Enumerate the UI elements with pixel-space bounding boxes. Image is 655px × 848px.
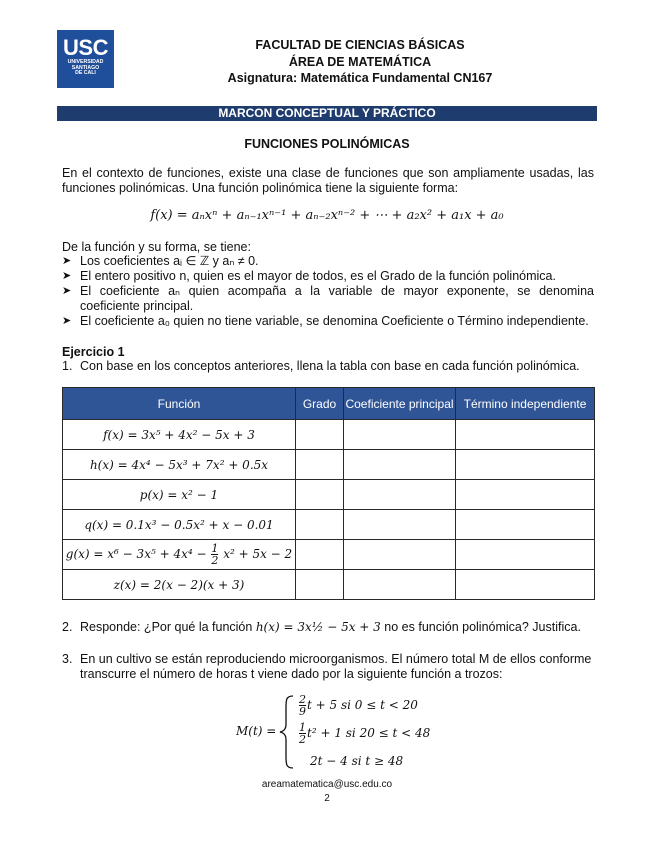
piece-expression: t² + 1 si 20 ≤ t < 48 xyxy=(307,726,431,740)
coeficiente-cell[interactable] xyxy=(344,570,456,600)
intro-paragraph: En el contexto de funciones, existe una clase de funciones que son ampliamente usadas, las funciones polinómicas. Una función polinómica tiene la siguiente forma: xyxy=(62,166,594,195)
table-row xyxy=(63,480,595,510)
question-2 xyxy=(62,620,594,635)
definition-list xyxy=(62,254,594,329)
usc-logo xyxy=(57,30,114,88)
bullet-text: Los coeficientes aᵢ ∈ ℤ y aₙ ≠ 0. xyxy=(80,254,259,268)
header-grado: Grado xyxy=(296,388,344,420)
termino-cell[interactable] xyxy=(456,570,595,600)
lead-in-text: De la función y su forma, se tiene: xyxy=(62,240,251,254)
grado-cell[interactable] xyxy=(296,540,344,570)
arrow-bullet-icon: ➤ xyxy=(62,255,72,267)
page-footer xyxy=(57,778,597,806)
faculty-title: FACULTAD DE CIENCIAS BÁSICAS xyxy=(255,38,465,52)
termino-cell[interactable] xyxy=(456,510,595,540)
bullet-text: El entero positivo n, quien es el mayor de todos, es el Grado de la función polinómica. xyxy=(80,269,556,283)
termino-cell[interactable] xyxy=(456,420,595,450)
header-termino: Término independiente xyxy=(456,388,595,420)
grado-cell[interactable] xyxy=(296,570,344,600)
function-cell: h(x) = 4x⁴ − 5x³ + 7x² + 0.5x xyxy=(63,450,296,480)
table-row xyxy=(63,450,595,480)
function-cell: p(x) = x² − 1 xyxy=(63,480,296,510)
page-number: 2 xyxy=(324,793,330,804)
question-text: En un cultivo se están reproduciendo microorganismos. El número total M de ellos conforme transcurre el número de horas t viene dado por la siguiente función a trozos: xyxy=(80,652,592,681)
coeficiente-cell[interactable] xyxy=(344,480,456,510)
header-coeficiente: Coeficiente principal xyxy=(344,388,456,420)
termino-cell[interactable] xyxy=(456,450,595,480)
table-row xyxy=(63,510,595,540)
coeficiente-cell[interactable] xyxy=(344,420,456,450)
document-header xyxy=(130,37,590,87)
course-title: Asignatura: Matemática Fundamental CN167 xyxy=(227,71,493,85)
function-cell: f(x) = 3x⁵ + 4x² − 5x + 3 xyxy=(63,420,296,450)
coeficiente-cell[interactable] xyxy=(344,450,456,480)
g-function-pre: g(x) = x⁶ − 3x⁵ + 4x⁴ − xyxy=(65,547,207,561)
bullet-text: El coeficiente a₀ quien no tiene variable, se denomina Coeficiente o Término independiente. xyxy=(80,314,589,328)
fraction-denominator: 9 xyxy=(299,705,306,718)
q2-post: no es función polinómica? Justifica. xyxy=(384,620,581,634)
piecewise-row-1 xyxy=(298,694,418,717)
exercise-title: Ejercicio 1 xyxy=(62,345,125,359)
grado-cell[interactable] xyxy=(296,480,344,510)
section-banner: MARCON CONCEPTUAL Y PRÁCTICO xyxy=(57,106,597,121)
q2-pre: Responde: ¿Por qué la función xyxy=(80,620,253,634)
question-number: 2. xyxy=(62,620,73,634)
function-cell xyxy=(63,540,296,570)
fraction xyxy=(211,543,218,566)
arrow-bullet-icon: ➤ xyxy=(62,285,72,297)
arrow-bullet-icon: ➤ xyxy=(62,270,72,282)
termino-cell[interactable] xyxy=(456,540,595,570)
question-1 xyxy=(62,359,594,374)
grado-cell[interactable] xyxy=(296,420,344,450)
list-item xyxy=(62,284,594,314)
logo-abbr: USC xyxy=(63,35,108,60)
bullet-text: El coeficiente aₙ quien acompaña a la variable de mayor exponente, se denomina coeficiente principal. xyxy=(80,284,594,313)
fraction-denominator: 2 xyxy=(211,554,219,567)
general-formula: f(x) = aₙxⁿ + aₙ₋₁xⁿ⁻¹ + aₙ₋₂xⁿ⁻² + ⋯ + a₂x² + a₁x + a₀ xyxy=(150,208,504,223)
fraction xyxy=(299,694,306,717)
table-row xyxy=(63,540,595,570)
list-item xyxy=(62,269,594,284)
question-3 xyxy=(62,652,594,682)
grado-cell[interactable] xyxy=(296,450,344,480)
logo-line-2: SANTIAGO xyxy=(71,64,100,71)
termino-cell[interactable] xyxy=(456,480,595,510)
logo-line-3: DE CALI xyxy=(75,70,96,77)
header-funcion: Función xyxy=(63,388,296,420)
table-row xyxy=(63,570,595,600)
topic-title: FUNCIONES POLINÓMICAS xyxy=(244,137,410,151)
g-function-post: x² + 5x − 2 xyxy=(223,547,293,561)
q2-expression: h(x) = 3x½ − 5x + 3 xyxy=(255,620,381,634)
arrow-bullet-icon: ➤ xyxy=(62,315,72,327)
question-text xyxy=(80,620,594,635)
polynomial-table xyxy=(62,387,595,600)
list-item xyxy=(62,254,594,269)
piecewise-row-2 xyxy=(298,722,430,745)
fraction-numerator: 2 xyxy=(299,693,306,706)
area-title: ÁREA DE MATEMÁTICA xyxy=(288,54,432,69)
footer-email: areamatematica@usc.edu.co xyxy=(261,779,393,790)
piecewise-lhs: M(t) = xyxy=(236,724,277,738)
list-item xyxy=(62,314,594,329)
fraction-numerator: 1 xyxy=(211,542,219,555)
table-header-row xyxy=(63,388,595,420)
function-cell: q(x) = 0.1x³ − 0.5x² + x − 0.01 xyxy=(63,510,296,540)
question-number: 1. xyxy=(62,359,73,373)
piece-expression: t + 5 si 0 ≤ t < 20 xyxy=(307,698,418,712)
coeficiente-cell[interactable] xyxy=(344,510,456,540)
table-row xyxy=(63,420,595,450)
grado-cell[interactable] xyxy=(296,510,344,540)
fraction-numerator: 1 xyxy=(299,721,306,734)
question-number: 3. xyxy=(62,652,73,666)
fraction xyxy=(299,722,306,745)
piecewise-function xyxy=(236,694,456,770)
function-cell: z(x) = 2(x − 2)(x + 3) xyxy=(63,570,296,600)
piecewise-row-3: 2t − 4 si t ≥ 48 xyxy=(310,754,404,768)
fraction-denominator: 2 xyxy=(299,733,306,746)
logo-line-1: UNIVERSIDAD xyxy=(67,59,104,65)
left-brace xyxy=(278,694,296,770)
coeficiente-cell[interactable] xyxy=(344,540,456,570)
question-text: Con base en los conceptos anteriores, llena la tabla con base en cada función polinómica. xyxy=(80,359,580,373)
